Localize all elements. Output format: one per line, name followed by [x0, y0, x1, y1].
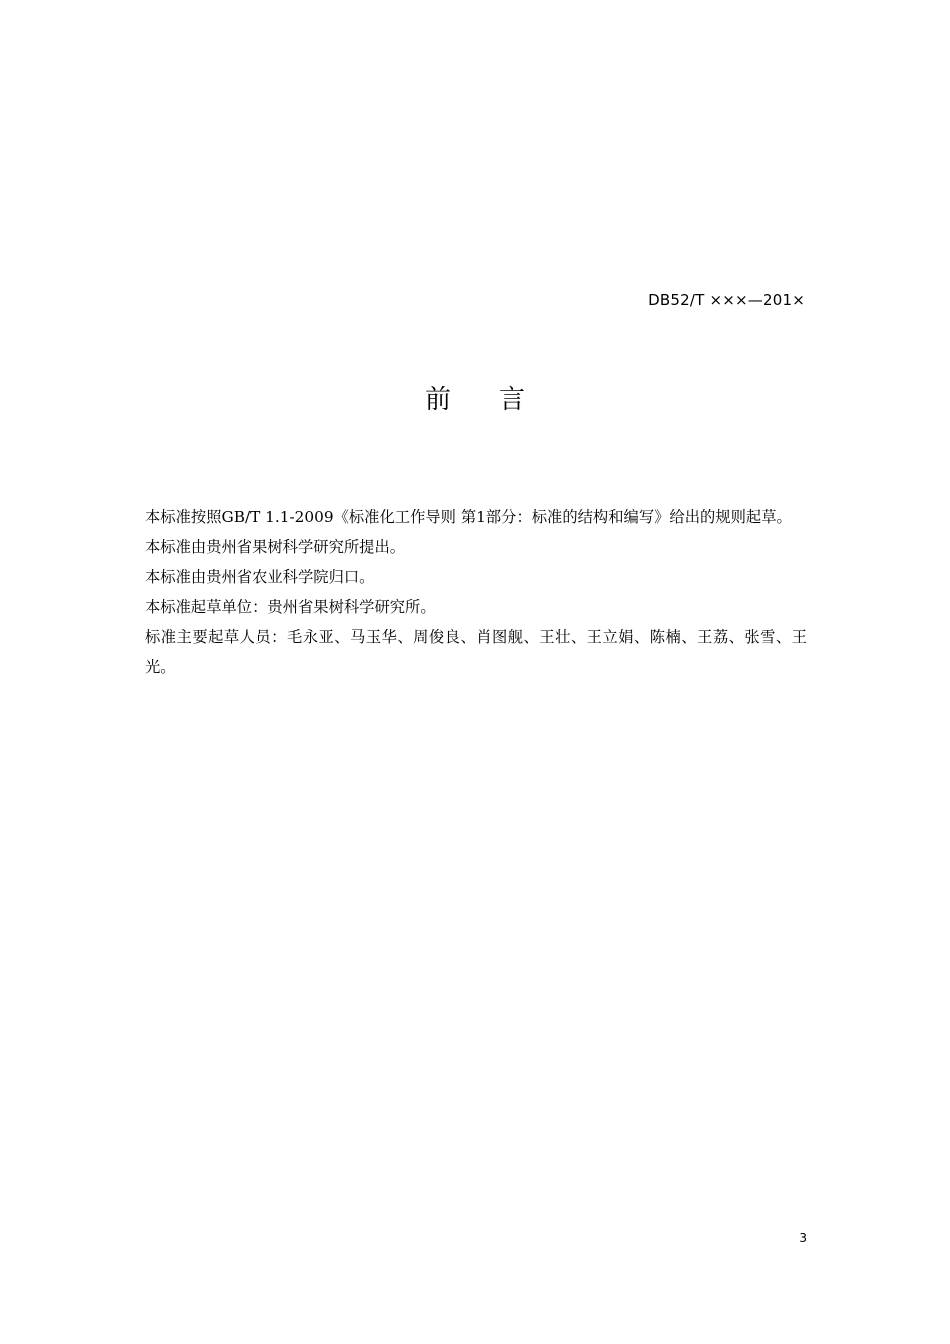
- document-code: DB52/T ×××—201×: [648, 291, 805, 309]
- paragraph-drafting-unit: 本标准起草单位：贵州省果树科学研究所。: [145, 598, 436, 616]
- page-number: 3: [799, 1231, 807, 1245]
- page-title: 前言: [424, 385, 573, 415]
- paragraph-drafting-rules: 本标准按照GB/T 1.1-2009《标准化工作导则 第1部分：标准的结构和编写》给出的规则起草。: [145, 508, 792, 526]
- paragraph-drafters: 标准主要起草人员：毛永亚、马玉华、周俊良、肖图舰、王壮、王立娟、陈楠、王荔、张雪、王光。: [145, 628, 807, 676]
- paragraph-proposer: 本标准由贵州省果树科学研究所提出。: [145, 538, 406, 556]
- foreword-body: [145, 502, 807, 682]
- paragraph-administrator: 本标准由贵州省农业科学院归口。: [145, 568, 375, 586]
